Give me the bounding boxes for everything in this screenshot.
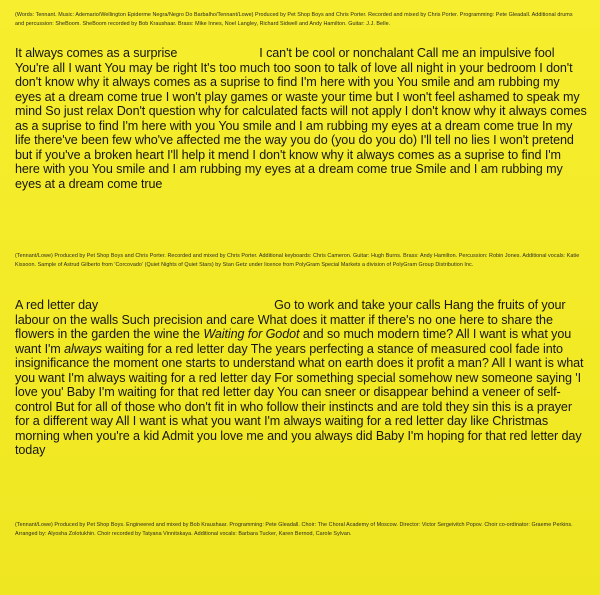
song-2-lyrics-head: A red letter day [15,298,99,312]
song-1-lyrics [15,46,587,191]
song-3-credits-text: (Tennant/Lowe) Produced by Pet Shop Boys. Engineered and mixed by Bob Kraushaar. Programming: Pete Gleadall. Choir: The Choral Academy of Moscow. Director: Victor Sergeivitch Popov. Choir co-ordinator: Graeme Perkins. Arranged by: Alyosha Zolotukhin. Choir recorded by Tatyana Vinnitskaya. Additional vocals: Barbara Tucker, Karen Bernod, Carole Sylvan. [15,522,573,537]
song-1-credits-text: (Words: Tennant. Music: Ademario/Wellington Epiderme Negra/Negro Do Barbalho/Tennant/Lowe) Produced by Pet Shop Boys and Chris Porter. Recorded and mixed by Chris Porter. Programming: Pete Gleadall. Additional drums and percussion: SheBoom. SheBoom recorded by Bob Kraushaar. Brass: Mike Innes, Noel Langley, Richard Sidwell and Andy Hamilton. Guitar: J.J. Belle. [15,12,573,27]
song-2-lyrics-body-2: and so much modern time? All I want is what you want I'm [15,327,572,356]
song-1-credits [15,11,583,28]
song-2-credits [15,252,583,269]
song-2-lyrics-body-1: Go to work and take your calls Hang the fruits of your labour on the walls Such precision and care What does it matter if there's no one here to share the flowers in the garden the wine the [15,298,566,341]
song-3-credits [15,521,583,538]
song-1-lyrics-text [15,46,587,191]
song-2-lyrics-body-3: waiting for a red letter day The years perfecting a stance of measured cool fade into insignificance the moment one starts to understand what on earth does it profit a man? All I want is what you want I'm always waiting for a red letter day For something special somehow new someone saying 'I love you' Baby I'm waiting for that red letter day You can sneer or disappear behind a veneer of self-control But for all of those who don't fit in who follow their instincts and are told they sin this is a prayer for a different way All I want is what you want I'm always waiting for a red letter day like Christmas morning when you're a kid Admit you love me and you always did Baby I'm hoping for that red letter day today [15,341,584,457]
song-2-lyrics-italic-1: Waiting for Godot [203,327,300,341]
song-2-lyrics [15,298,587,458]
song-2-lyrics-italic-2: always [64,341,103,356]
song-2-credits-text: (Tennant/Lowe) Produced by Pet Shop Boys and Chris Porter. Recorded and mixed by Chris Porter. Additional keyboards: Chris Cameron. Guitar: Hugh Burns. Brass: Andy Hamilton. Percussion: Robin Jones. Additional vocals: Katie Kissoon. Sample of Astrud Gilberto from 'Corcovado' (Quiet Nights of Quiet Stars) by Stan Getz under licence from PolyGram Special Markets a division of PolyGram Group Distribution Inc. [15,253,580,268]
song-2-lyrics-text [15,298,587,458]
song-1-lyrics-body: I can't be cool or nonchalant Call me an impulsive fool You're all I want You may be right It's too much too soon to talk of love all night in your bedroom I don't don't know why it always comes as a suprise to find I'm here with you You smile and am rubbing my eyes at a dream come true I won't play games or waste your time but I won't feel ashamed to speak my mind So just relax Don't question why for calculated facts will not apply I don't know why it always comes as a suprise to find I'm here with you You smile and I am rubbing my eyes at a dream come true In my life there've been few who've affected me the way you do (you do you do) I'll tell no lies I won't pretend but if you've a broken heart I'll help it mend I don't know why it always comes as a suprise to find I'm here with you You smile and I am rubbing my eyes at a dream come true Smile and I am rubbing my eyes at a dream come true [15,46,587,191]
song-1-lyrics-head: It always comes as a surprise [15,46,178,60]
